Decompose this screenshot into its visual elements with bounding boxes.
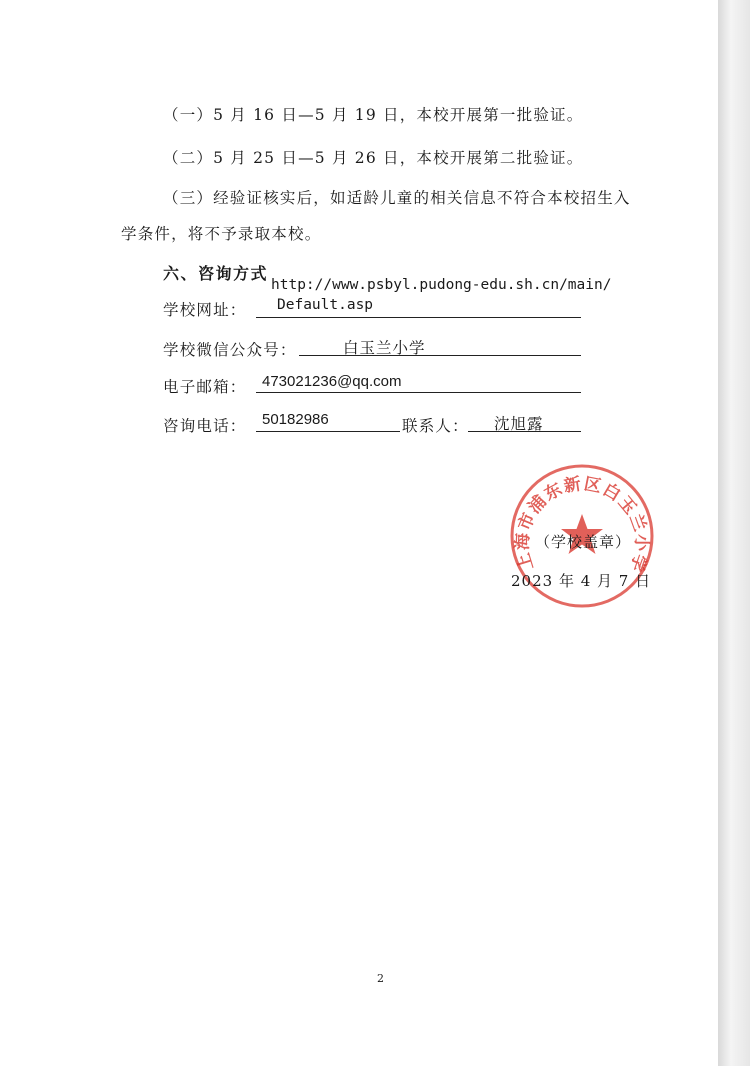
page-edge: [718, 0, 750, 1066]
contact-person-label: 联系人：: [402, 417, 469, 435]
contact-person-value: 沈旭露: [494, 415, 544, 433]
phone-underline: [256, 431, 400, 432]
item-3: （三）经验证核实后，如适龄儿童的相关信息不符合本校招生入: [163, 189, 631, 207]
phone-value: 50182986: [262, 411, 329, 428]
item-2: （二）5 月 25 日—5 月 26 日，本校开展第二批验证。: [163, 149, 584, 167]
website-value-line1: http://www.psbyl.pudong-edu.sh.cn/main/: [271, 277, 612, 293]
email-value: 473021236@qq.com: [262, 373, 402, 390]
website-value-line2: Default.asp: [277, 297, 374, 313]
stamp-note: （学校盖章）: [535, 533, 632, 551]
wechat-underline: [299, 355, 581, 356]
wechat-value: 白玉兰小学: [343, 339, 426, 357]
website-underline: [256, 317, 581, 318]
svg-text:上海市浦东新区白玉兰小学: 上海市浦东新区白玉兰小学: [512, 474, 652, 576]
contact-person-underline: [468, 431, 581, 432]
website-label: 学校网址：: [163, 301, 247, 319]
section-heading: 六、咨询方式: [163, 264, 269, 283]
stamp-date: 2023 年 4 月 7 日: [511, 572, 652, 590]
page-number: 2: [377, 972, 384, 985]
email-underline: [256, 392, 581, 393]
phone-label: 咨询电话：: [163, 417, 247, 435]
wechat-label: 学校微信公众号：: [163, 341, 297, 359]
item-3-continued: 学条件，将不予录取本校。: [121, 225, 322, 243]
email-label: 电子邮箱：: [163, 378, 247, 396]
item-1: （一）5 月 16 日—5 月 19 日，本校开展第一批验证。: [163, 106, 584, 124]
